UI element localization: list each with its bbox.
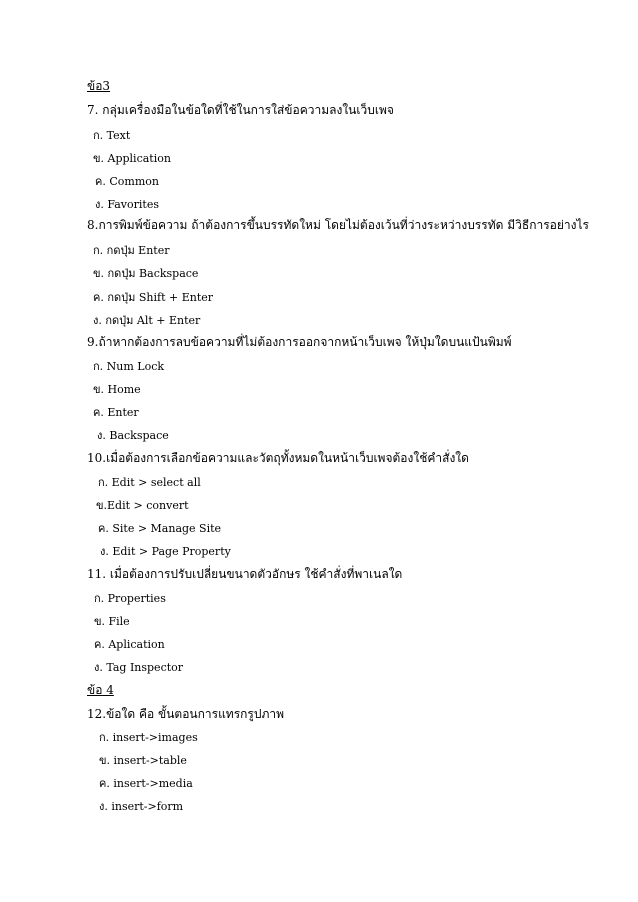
answer-option: ค. Common [95,175,159,188]
answer-option: ค. กดปุ่ม Shift + Enter [93,291,214,304]
answer-option: ข.Edit > convert [96,499,189,512]
answer-option: ข. กดปุ่ม Backspace [93,267,199,280]
answer-option: ก. Properties [94,592,166,605]
answer-option: ค. Site > Manage Site [98,522,222,535]
answer-option: ง. Backspace [97,429,169,442]
question-text: 12.ข้อใด คือ ขั้นตอนการแทรกรูปภาพ [87,707,285,721]
answer-option: ข. Application [93,152,171,165]
answer-option: ง. Tag Inspector [94,661,184,674]
question-text: 9.ถ้าหากต้องการลบข้อความที่ไม่ต้องการออกจากหน้าเว็บเพจ ให้ปุ่มใดบนแป้นพิมพ์ [87,335,512,349]
answer-option: ข. insert->table [99,754,187,767]
answer-option: ก. Text [93,129,131,142]
answer-option: ค. Enter [93,406,139,419]
answer-option: ก. กดปุ่ม Enter [93,244,170,257]
answer-option: ก. insert->images [99,731,198,744]
question-text: 10.เมื่อต้องการเลือกข้อความและวัตถุทั้งหมดในหน้าเว็บเพจต้องใช้คำสั่งใด [87,451,469,465]
section-heading: ข้อ3 [87,79,111,93]
answer-option: ข. Home [93,383,141,396]
answer-option: ง. insert->form [99,800,184,813]
section-heading: ข้อ 4 [87,683,114,697]
answer-option: ง. Edit > Page Property [100,545,231,558]
question-text: 8.การพิมพ์ข้อความ ถ้าต้องการขึ้นบรรทัดใหม่ โดยไม่ต้องเว้นที่ว่างระหว่างบรรทัด มีวิธีการอย่างไร [87,218,589,232]
answer-option: ข. File [94,615,130,628]
answer-option: ก. Num Lock [93,360,165,373]
answer-option: ค. insert->media [99,777,193,790]
answer-option: ง. กดปุ่ม Alt + Enter [93,314,201,327]
answer-option: ค. Aplication [94,638,165,651]
question-text: 7. กลุ่มเครื่องมือในข้อใดที่ใช้ในการใส่ข้อความลงในเว็บเพจ [87,103,394,117]
answer-option: ก. Edit > select all [98,476,201,489]
answer-option: ง. Favorites [95,198,159,211]
question-text: 11. เมื่อต้องการปรับเปลี่ยนขนาดตัวอักษร ใช้คำสั่งที่พาเนลใด [87,567,403,581]
